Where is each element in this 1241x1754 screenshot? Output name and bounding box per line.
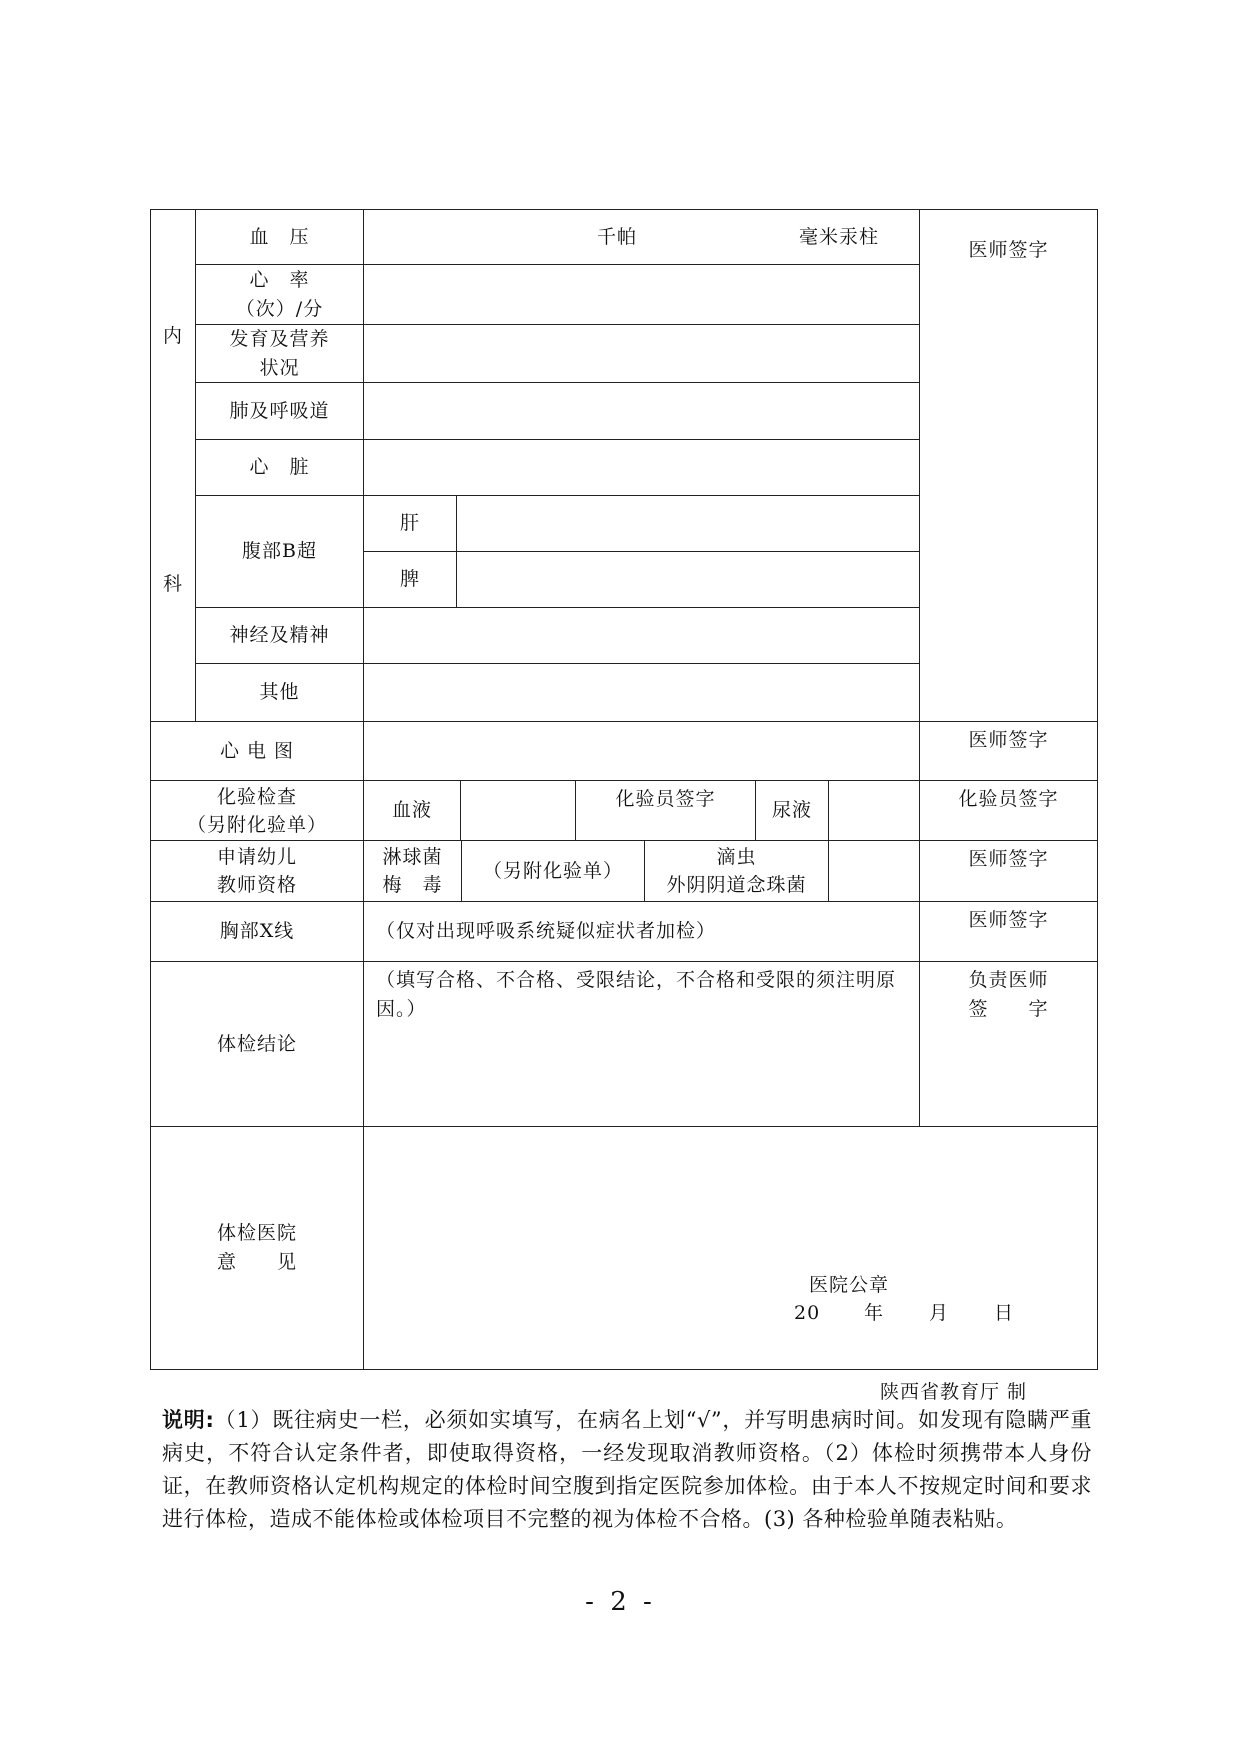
development-field[interactable]: [363, 324, 919, 382]
heart-field[interactable]: [363, 439, 919, 495]
bp-field[interactable]: [363, 209, 919, 264]
date-year-prefix: 20: [794, 1302, 821, 1324]
development-label: 发育及营养 状况: [195, 324, 363, 382]
std-label: 淋球菌 梅 毒: [363, 840, 461, 901]
other-label: 其他: [195, 663, 363, 721]
kindergarten-label: 申请幼儿 教师资格: [150, 840, 363, 901]
notes-title: 说明:: [162, 1408, 215, 1432]
ecg-field[interactable]: [363, 721, 919, 780]
conclusion-label: 体检结论: [150, 961, 363, 1126]
bp-label: 血 压: [195, 209, 363, 264]
bp-unit-kpa: 千帕: [597, 226, 638, 248]
bp-unit-mmhg: 毫米汞柱: [799, 226, 880, 248]
internal-medicine-label: [150, 209, 195, 711]
lungs-label: 肺及呼吸道: [195, 382, 363, 439]
lab-signer[interactable]: 化验员签字: [919, 780, 1098, 840]
notes-body: （1）既往病史一栏，必须如实填写，在病名上划“√”，并写明患病时间。如发现有隐瞒严重病史，不符合认定条件者，即使取得资格，一经发现取消教师资格。（2）体检时须携带本人身份证，在教师资格认定机构规定的体检时间空腹到指定医院参加体检。由于本人不按规定时间和要求进行体检，造成不能体检或体检项目不完整的视为体检不合格。(3) 各种检验单随表粘贴。: [162, 1408, 1092, 1531]
lungs-field[interactable]: [363, 382, 919, 439]
kindergarten-doctor-sign[interactable]: 医师签字: [919, 840, 1098, 901]
abdomen-label: 腹部B超: [195, 495, 363, 607]
medical-exam-form: [150, 209, 1098, 1370]
attach-note: （另附化验单）: [461, 840, 644, 901]
chest-field[interactable]: （仅对出现呼吸系统疑似症状者加检）: [363, 901, 919, 961]
spleen-label: 脾: [363, 551, 456, 607]
lab-sign-inner[interactable]: 化验员签字: [575, 780, 755, 840]
urine-field[interactable]: [828, 780, 919, 840]
heart-label: 心 脏: [195, 439, 363, 495]
liver-field[interactable]: [456, 495, 919, 551]
chest-doctor-sign[interactable]: 医师签字: [919, 901, 1098, 961]
neuro-label: 神经及精神: [195, 607, 363, 663]
internal-doctor-sign[interactable]: 医师签字: [919, 209, 1098, 721]
notes: [162, 1404, 1092, 1536]
date-year: 年: [864, 1302, 885, 1324]
urine-label: 尿液: [755, 780, 828, 840]
heart-rate-field[interactable]: [363, 264, 919, 324]
responsible-doctor-sign[interactable]: 负责医师 签 字: [919, 961, 1098, 1126]
label-nei: 内: [162, 324, 183, 347]
date-month: 月: [929, 1302, 950, 1324]
chest-label: 胸部X线: [150, 901, 363, 961]
form-maker: 陕西省教育厅 制: [880, 1381, 1028, 1403]
date-day: 日: [994, 1302, 1015, 1324]
opinion-label: 体检医院 意 见: [150, 1126, 363, 1370]
neuro-field[interactable]: [363, 607, 919, 663]
ecg-doctor-sign[interactable]: 医师签字: [919, 721, 1098, 780]
blood-label: 血液: [363, 780, 460, 840]
trich-label: 滴虫 外阴阴道念珠菌: [644, 840, 828, 901]
label-ke: 科: [162, 573, 183, 596]
page-number: - 2 -: [585, 1587, 656, 1617]
liver-label: 肝: [363, 495, 456, 551]
conclusion-field[interactable]: （填写合格、不合格、受限结论，不合格和受限的须注明原因。）: [363, 961, 919, 1126]
lab-label: 化验检查 （另附化验单）: [150, 780, 363, 840]
heart-rate-label: 心 率 （次）/分: [195, 264, 363, 324]
trich-field[interactable]: [828, 840, 919, 901]
blood-field[interactable]: [460, 780, 575, 840]
other-field[interactable]: [363, 663, 919, 721]
opinion-field[interactable]: [363, 1126, 1098, 1370]
spleen-field[interactable]: [456, 551, 919, 607]
hospital-seal-label: 医院公章: [809, 1274, 890, 1296]
ecg-label: 心 电 图: [150, 721, 363, 780]
